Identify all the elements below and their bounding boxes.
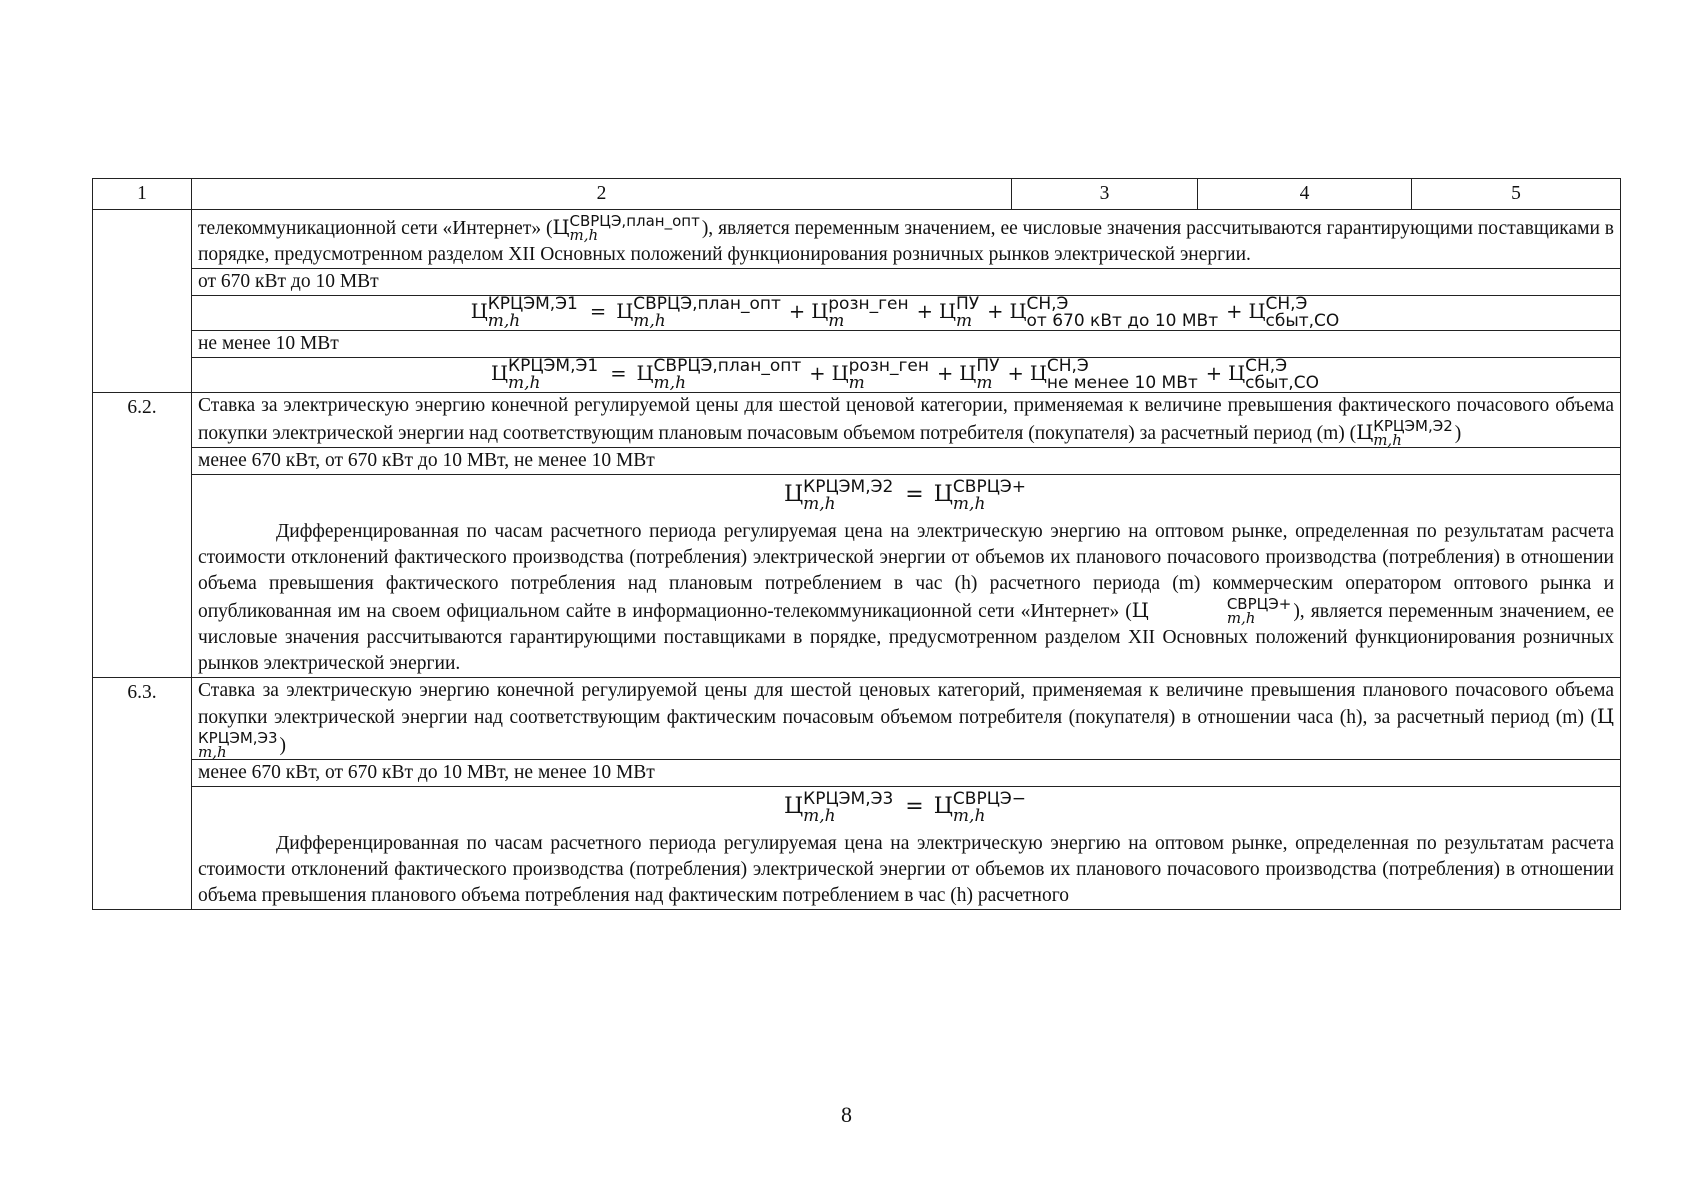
- header-col-1: 1: [93, 179, 192, 210]
- formula-10: Ц КРЦЭМ,Э1 m,h = Ц СВРЦЭ,план_опт m,h + Ц розн_ген m + Ц ПУ m + Ц СН,Э не менее 10 МВт + Ц СН,Э сбыт,СО: [192, 358, 1621, 393]
- header-row: [93, 179, 1621, 210]
- row-band-10: [93, 331, 1621, 358]
- row-6-3-bands: [93, 760, 1621, 787]
- row-band-670: [93, 269, 1621, 296]
- section-6-3-bands: менее 670 кВт, от 670 кВт до 10 МВт, не менее 10 МВт: [192, 760, 1621, 787]
- tariff-table: [92, 178, 1621, 910]
- section-6-2-description: Дифференцированная по часам расчетного периода регулируемая цена на электрическую энергию на оптовом рынке, определенная по результатам расчета стоимости отклонений фактического производства (потребления) электрической энергии от объемов их планового почасового производства (потребления) в отношении объема превышения фактического потребления над плановым потреблением в час (h) расчетного периода (m) коммерческим оператором оптового рынка и опубликованная им на своем официальном сайте в информационно-телекоммуникационной сети «Интернет» (Ц СВРЦЭ+ m,h ), является переменным значением, ее числовые значения рассчитываются гарантирующими поставщиками в порядке, предусмотренном разделом XII Основных положений функционирования розничных рынков электрической энергии.: [198, 521, 1614, 674]
- header-col-3: 3: [1012, 179, 1198, 210]
- formula-6-3: Ц КРЦЭМ,Э3 m,h = Ц СВРЦЭ− m,h: [783, 789, 1027, 826]
- band-10-label: не менее 10 МВт: [192, 331, 1621, 358]
- row-6-3-formula: [93, 787, 1621, 910]
- row-continuation: [93, 210, 1621, 269]
- section-6-3-body: [192, 787, 1621, 910]
- header-col-5: 5: [1412, 179, 1621, 210]
- header-col-2: 2: [192, 179, 1012, 210]
- section-6-3-description: Дифференцированная по часам расчетного периода регулируемая цена на электрическую энергию на оптовом рынке, определенная по результатам расчета стоимости отклонений фактического производства (потребления) электрической энергии от объемов их планового почасового производства (потребления) в отношении объема превышения планового объема потребления над фактическим потреблением в час (h) расчетного: [198, 833, 1614, 906]
- section-6-2-body: [192, 475, 1621, 678]
- formula-670: Ц КРЦЭМ,Э1 m,h = Ц СВРЦЭ,план_опт m,h + Ц розн_ген m + Ц ПУ m + Ц СН,Э от 670 кВт до 10 МВт + Ц СН,Э сбыт,СО: [192, 296, 1621, 331]
- row-6-2-bands: [93, 448, 1621, 475]
- band-670-label: от 670 кВт до 10 МВт: [192, 269, 1621, 296]
- section-number-6-3: 6.3.: [93, 678, 192, 910]
- row-formula-2: [93, 358, 1621, 393]
- row-6-3: [93, 678, 1621, 760]
- row-6-2: [93, 393, 1621, 448]
- section-number-6-2: 6.2.: [93, 393, 192, 678]
- header-col-4: 4: [1198, 179, 1412, 210]
- section-6-2-bands: менее 670 кВт, от 670 кВт до 10 МВт, не менее 10 МВт: [192, 448, 1621, 475]
- formula-6-2: Ц КРЦЭМ,Э2 m,h = Ц СВРЦЭ+ m,h: [783, 477, 1027, 514]
- section-6-3-text: Ставка за электрическую энергию конечной регулируемой цены для шестой ценовых категорий, применяемая к величине превышения планового почасового объема покупки электрической энергии над соответствующим фактическим почасовым объемом потребителя (покупателя) в отношении часа (h), за расчетный период (m) (Ц КРЦЭМ,Э3 m,h ): [192, 678, 1621, 760]
- row-formula-1: [93, 296, 1621, 331]
- page-number: 8: [841, 1102, 852, 1127]
- continuation-text: телекоммуникационной сети «Интернет» (Ц СВРЦЭ,план_опт m,h ), является переменным значением, ее числовые значения рассчитываются гарантирующими поставщиками в порядке, предусмотренном разделом XII Основных положений функционирования розничных рынков электрической энергии.: [192, 210, 1621, 269]
- row-num-empty: [93, 210, 192, 393]
- section-6-2-text: Ставка за электрическую энергию конечной регулируемой цены для шестой ценовой категории, применяемая к величине превышения фактического почасового объема покупки электрической энергии над соответствующим плановым почасовым объемом потребителя (покупателя) за расчетный период (m) (Ц КРЦЭМ,Э2 m,h ): [192, 393, 1621, 448]
- row-6-2-formula: [93, 475, 1621, 678]
